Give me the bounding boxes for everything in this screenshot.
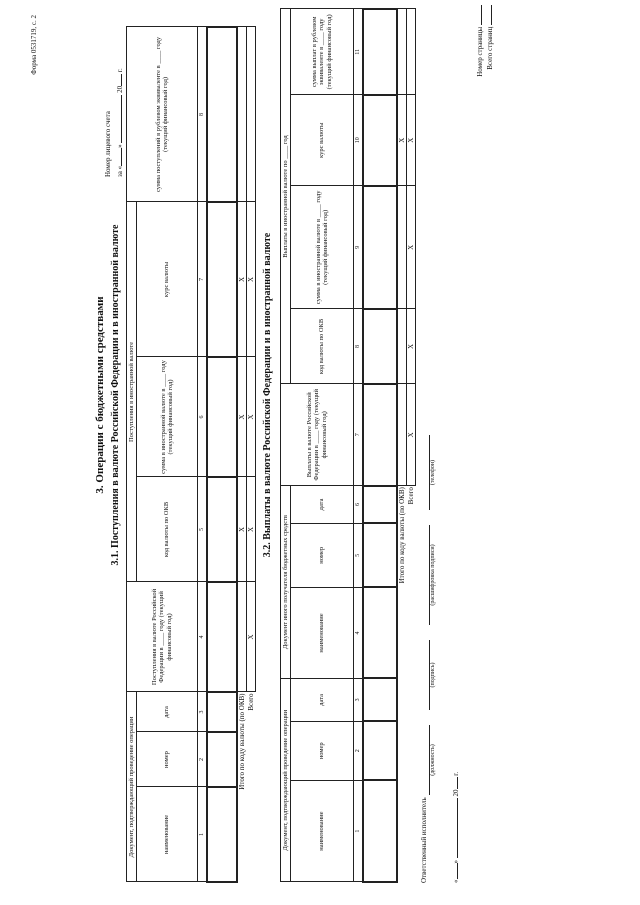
col-foreign-sum: сумма в иностранной валюте в ____ году (текущий финансовый год) <box>137 357 198 477</box>
table-cell <box>397 309 407 384</box>
table-cell <box>363 587 397 678</box>
table-cell <box>397 186 407 309</box>
table-cell <box>207 732 237 787</box>
col-num: 1 <box>198 787 208 882</box>
x-mark: X <box>237 357 247 477</box>
col-num: 10 <box>354 95 364 186</box>
table-cell <box>363 486 397 524</box>
col-num: 8 <box>354 309 364 384</box>
col-foreign-sum: сумма в иностранной валюте в ____ году (текущий финансовый год) <box>291 186 354 309</box>
total-pages-label: Всего страниц <box>486 5 494 105</box>
phone-caption: (телефон) <box>430 459 436 486</box>
table-cell <box>207 477 237 582</box>
col-num: 6 <box>354 486 364 524</box>
footer-date-line: «» 20 г. <box>452 771 460 883</box>
col-rub-receipts: Поступления в валюте Российской Федерации в ____ году (текущий финансовый год) <box>127 582 198 692</box>
doc-group-header: Документ, подтверждающий проведение операции <box>281 678 291 882</box>
phone-line <box>420 435 430 510</box>
col-num: 7 <box>198 202 208 357</box>
col-currency-code: код валюты по ОКВ <box>137 477 198 582</box>
section-title: 3. Операции с бюджетными средствами <box>94 296 106 494</box>
col-num: 5 <box>354 523 364 587</box>
col-rub-equivalent: сумма выплат в рублевом эквиваленте в ____ году (текущий финансовый год) <box>291 9 354 95</box>
total-all-label: Всего <box>407 487 416 505</box>
col-date: дата <box>137 692 198 732</box>
table-cell <box>207 692 237 732</box>
x-mark: X <box>247 477 256 582</box>
table-cell <box>207 27 237 202</box>
account-number-label: Номер лицевого счета <box>104 111 112 177</box>
table-cell <box>397 384 407 486</box>
table-cell <box>363 186 397 309</box>
col-date: дата <box>291 678 354 721</box>
total-by-code-label: Итого по коду валюты (по ОКВ) <box>398 487 407 584</box>
col-number: номер <box>137 732 198 787</box>
col-num: 3 <box>198 692 208 732</box>
foreign-group-header: Поступления в иностранной валюте <box>127 202 137 582</box>
table-cell <box>397 9 407 95</box>
x-mark: X <box>237 477 247 582</box>
table-cell <box>237 27 247 202</box>
subsection-32-title: 3.2. Выплаты в валюте Российской Федерации и в иностранной валюте <box>262 232 273 558</box>
col-num: 3 <box>354 678 364 721</box>
table-cell <box>363 678 397 721</box>
col-number: номер <box>291 721 354 780</box>
total-all-label: Всего <box>247 693 256 711</box>
recipient-group-header: Документ иного получателя бюджетных средств <box>281 486 291 679</box>
total-by-code-label: Итого по коду валюты (по ОКВ) <box>238 693 247 790</box>
col-currency-code: код валюты по ОКВ <box>291 309 354 384</box>
table-cell <box>363 95 397 186</box>
payments-table <box>280 8 416 883</box>
table-cell <box>363 780 397 882</box>
x-mark: X <box>247 582 256 692</box>
position-line <box>420 725 430 795</box>
col-rate: курс валюты <box>137 202 198 357</box>
x-mark: X <box>407 384 416 486</box>
executor-label: Ответственный исполнитель <box>420 797 428 883</box>
col-num: 8 <box>198 27 208 202</box>
col-recipient-date: дата <box>291 486 354 524</box>
x-mark: X <box>237 202 247 357</box>
receipts-table <box>126 26 256 883</box>
x-mark: X <box>407 95 416 186</box>
form-code-label: Форма 0531719, с. 2 <box>30 15 38 75</box>
col-rate: курс валюты <box>291 95 354 186</box>
col-recipient-name: наименование <box>291 587 354 678</box>
account-date-line: за «» 20 г. <box>116 68 124 177</box>
col-rub-equivalent: сумма поступлений в рублевом эквиваленте в ____ году (текущий финансовый год) <box>127 27 198 202</box>
x-mark: X <box>407 186 416 309</box>
table-cell <box>363 523 397 587</box>
col-name: наименование <box>137 787 198 882</box>
position-caption: (должность) <box>430 744 436 776</box>
foreign-group-header: Выплаты в иностранной валюте по ____ год <box>281 9 291 384</box>
table-cell <box>207 357 237 477</box>
decoding-caption: (расшифровка подписи) <box>430 544 436 606</box>
signature-line <box>420 640 430 710</box>
col-num: 7 <box>354 384 364 486</box>
table-cell <box>207 787 237 882</box>
table-cell <box>407 9 416 95</box>
doc-group-header: Документ, подтверждающий проведение операции <box>127 692 137 882</box>
col-num: 9 <box>354 186 364 309</box>
table-cell <box>363 384 397 486</box>
col-rub-payments: Выплаты в валюте Российской Федерации в ____ году (текущий финансовый год) <box>281 384 354 486</box>
x-mark: X <box>247 357 256 477</box>
col-num: 2 <box>198 732 208 787</box>
page-number-label: Номер страницы <box>476 5 484 105</box>
col-num: 4 <box>354 587 364 678</box>
x-mark: X <box>407 309 416 384</box>
col-num: 2 <box>354 721 364 780</box>
table-cell <box>237 582 247 692</box>
col-num: 5 <box>198 477 208 582</box>
col-num: 4 <box>198 582 208 692</box>
subsection-31-title: 3.1. Поступления в валюте Российской Федерации и в иностранной валюте <box>110 224 121 566</box>
signature-caption: (подпись) <box>430 662 436 688</box>
x-mark: X <box>397 95 407 186</box>
col-recipient-number: номер <box>291 523 354 587</box>
col-name: наименование <box>291 780 354 882</box>
decoding-line <box>420 525 430 625</box>
table-cell <box>247 27 256 202</box>
x-mark: X <box>247 202 256 357</box>
table-cell <box>207 202 237 357</box>
col-num: 11 <box>354 9 364 95</box>
col-num: 1 <box>354 780 364 882</box>
table-cell <box>363 9 397 95</box>
table-cell <box>363 309 397 384</box>
table-cell <box>207 582 237 692</box>
table-cell <box>363 721 397 780</box>
col-num: 6 <box>198 357 208 477</box>
